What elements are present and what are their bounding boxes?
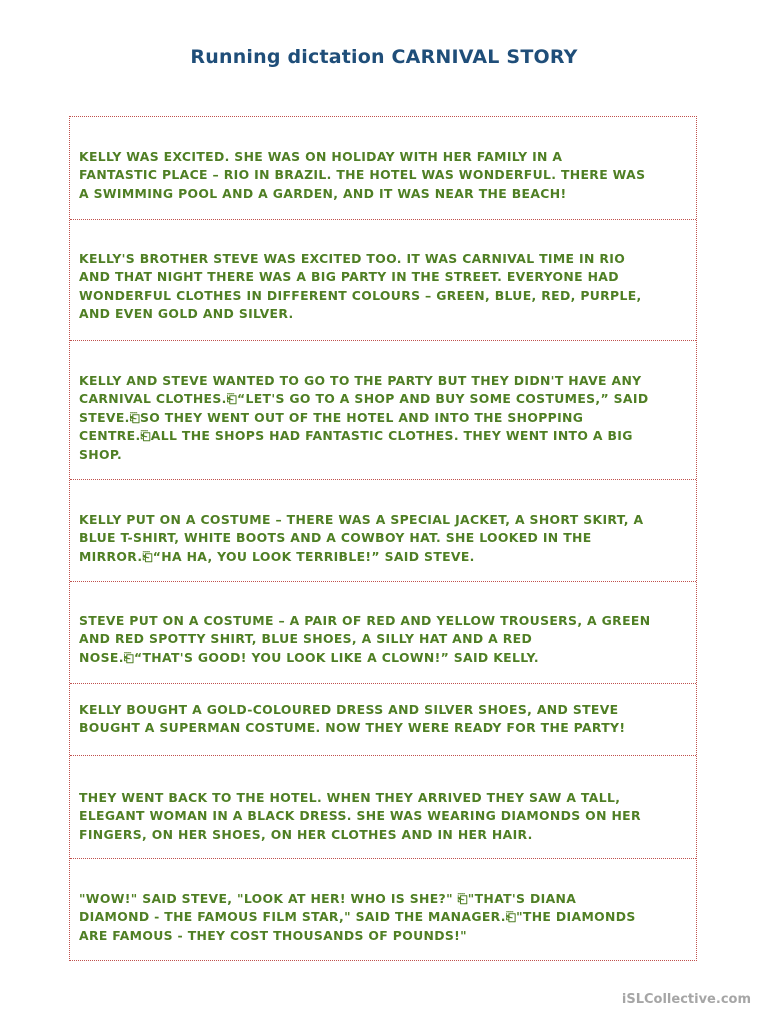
strip-line: THEY WENT BACK TO THE HOTEL. WHEN THEY ARRIVED THEY SAW A TALL,: [79, 790, 621, 805]
strip-line: A SWIMMING POOL AND A GARDEN, AND IT WAS NEAR THE BEACH!: [79, 185, 567, 201]
dictation-strips: [69, 116, 697, 961]
story-strip-2: [70, 220, 696, 341]
strip-line: KELLY PUT ON A COSTUME – THERE WAS A SPECIAL JACKET, A SHORT SKIRT, A: [79, 512, 644, 527]
strip-line: AND EVEN GOLD AND SILVER.: [79, 306, 294, 322]
story-strip-6: [70, 684, 696, 756]
strip-line: CENTRE.⎗ALL THE SHOPS HAD FANTASTIC CLOTHES. THEY WENT INTO A BIG: [79, 428, 633, 444]
strip-line: AND RED SPOTTY SHIRT, BLUE SHOES, A SILLY HAT AND A RED: [79, 631, 533, 647]
strip-text: [79, 148, 684, 203]
strip-line: STEVE PUT ON A COSTUME – A PAIR OF RED AND YELLOW TROUSERS, A GREEN: [79, 613, 651, 628]
story-strip-5: [70, 582, 696, 684]
story-strip-8: [70, 859, 696, 960]
strip-line: AND THAT NIGHT THERE WAS A BIG PARTY IN THE STREET. EVERYONE HAD: [79, 269, 619, 285]
site-watermark: iSLCollective.com: [621, 992, 751, 1007]
strip-text: [79, 701, 684, 738]
strip-line: ARE FAMOUS - THEY COST THOUSANDS OF POUNDS!": [79, 927, 467, 943]
strip-text: [79, 890, 684, 945]
strip-line: WONDERFUL CLOTHES IN DIFFERENT COLOURS – GREEN, BLUE, RED, PURPLE,: [79, 287, 642, 303]
strip-line: STEVE.⎗SO THEY WENT OUT OF THE HOTEL AND INTO THE SHOPPING: [79, 409, 584, 425]
strip-text: [79, 250, 684, 324]
strip-text: [79, 511, 684, 566]
story-strip-3: [70, 341, 696, 480]
strip-line: KELLY BOUGHT A GOLD-COLOURED DRESS AND SILVER SHOES, AND STEVE: [79, 702, 619, 717]
strip-line: CARNIVAL CLOTHES.⎗“LET'S GO TO A SHOP AND BUY SOME COSTUMES,” SAID: [79, 391, 649, 407]
strip-line: "WOW!" SAID STEVE, "LOOK AT HER! WHO IS SHE?" ⎗"THAT'S DIANA: [79, 891, 577, 906]
strip-line: KELLY'S BROTHER STEVE WAS EXCITED TOO. IT WAS CARNIVAL TIME IN RIO: [79, 251, 626, 266]
story-strip-7: [70, 756, 696, 859]
story-strip-1: [70, 117, 696, 220]
strip-line: NOSE.⎗“THAT'S GOOD! YOU LOOK LIKE A CLOWN!” SAID KELLY.: [79, 649, 539, 665]
strip-line: SHOP.: [79, 446, 123, 462]
strip-line: FANTASTIC PLACE – RIO IN BRAZIL. THE HOTEL WAS WONDERFUL. THERE WAS: [79, 167, 646, 183]
strip-line: BLUE T-SHIRT, WHITE BOOTS AND A COWBOY HAT. SHE LOOKED IN THE: [79, 530, 592, 546]
strip-text: [79, 789, 684, 844]
strip-text: [79, 612, 684, 667]
strip-line: BOUGHT A SUPERMAN COSTUME. NOW THEY WERE READY FOR THE PARTY!: [79, 720, 626, 736]
strip-line: FINGERS, ON HER SHOES, ON HER CLOTHES AND IN HER HAIR.: [79, 826, 533, 842]
page-title: Running dictation CARNIVAL STORY: [190, 46, 578, 68]
strip-line: MIRROR.⎗“HA HA, YOU LOOK TERRIBLE!” SAID STEVE.: [79, 548, 475, 564]
strip-line: DIAMOND - THE FAMOUS FILM STAR," SAID THE MANAGER.⎗"THE DIAMONDS: [79, 909, 636, 925]
strip-line: ELEGANT WOMAN IN A BLACK DRESS. SHE WAS WEARING DIAMONDS ON HER: [79, 808, 641, 824]
strip-text: [79, 372, 684, 464]
strip-line: KELLY AND STEVE WANTED TO GO TO THE PARTY BUT THEY DIDN'T HAVE ANY: [79, 373, 642, 388]
strip-line: KELLY WAS EXCITED. SHE WAS ON HOLIDAY WITH HER FAMILY IN A: [79, 149, 563, 164]
story-strip-4: [70, 480, 696, 582]
